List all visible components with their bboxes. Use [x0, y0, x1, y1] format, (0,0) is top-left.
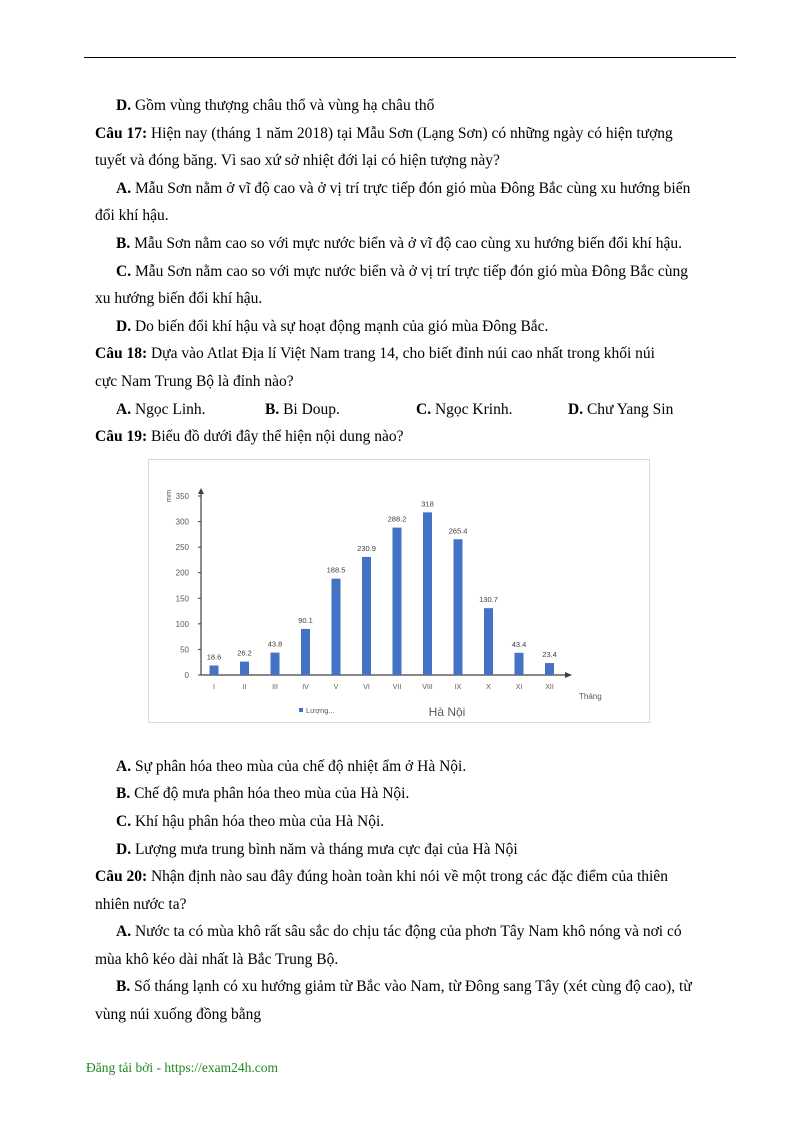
q16-option-d: D. Gồm vùng thượng châu thổ và vùng hạ châu thổ — [116, 97, 435, 114]
x-tick-label: XII — [545, 684, 554, 691]
x-tick-label: III — [272, 684, 278, 691]
chart-bar — [210, 665, 219, 675]
q20-option-a-cont: mùa khô kéo dài nhất là Bắc Trung Bộ. — [95, 950, 339, 968]
y-tick-label: 150 — [175, 594, 189, 604]
x-tick-label: VIII — [422, 684, 433, 691]
q17-option-a-cont: đổi khí hậu. — [95, 207, 169, 225]
legend-label: Lượng... — [306, 706, 335, 715]
chart-bar — [240, 662, 249, 675]
y-axis-arrow — [198, 488, 204, 494]
x-tick-label: VII — [392, 684, 402, 691]
chart-bar — [362, 557, 371, 675]
question-label: Câu 17: — [95, 124, 148, 142]
y-axis-unit: mm — [164, 489, 173, 503]
q19-option-b: B. Chế độ mưa phân hóa theo mùa của Hà Nội. — [116, 785, 410, 803]
q19-option-d: D. Lượng mưa trung bình năm và tháng mưa cực đại của Hà Nội — [116, 840, 518, 858]
chart-bar — [545, 663, 554, 675]
question-label: Câu 20: — [95, 868, 148, 886]
y-tick-label: 0 — [184, 671, 189, 680]
q20-option-a: A. Nước ta có mùa khô rất sâu sắc do chịu tác động của phơn Tây Nam khô nóng và nơi có — [116, 923, 682, 941]
q17-option-a: A. Mẫu Sơn nằm ở vĩ độ cao và ở vị trí trực tiếp đón gió mùa Đông Bắc cùng xu hướng biến — [116, 179, 691, 197]
y-tick-label: 200 — [175, 568, 189, 578]
data-label: 26.2 — [237, 648, 252, 658]
data-label: 43.4 — [511, 639, 527, 649]
data-label: 130.7 — [479, 595, 498, 605]
chart-title: Hà Nội — [428, 705, 466, 719]
q20-option-b: B. Số tháng lạnh có xu hướng giảm từ Bắc vào Nam, từ Đông sang Tây (xét cùng độ cao), từ — [116, 978, 692, 996]
header-rule — [84, 57, 736, 58]
question-label: Câu 18: — [95, 345, 148, 363]
q20-option-b-cont: vùng núi xuống đồng bằng — [95, 1006, 262, 1024]
x-tick-label: V — [333, 684, 339, 691]
chart-bar — [332, 579, 341, 675]
x-tick-label: IV — [302, 684, 309, 691]
data-label: 23.4 — [542, 650, 557, 660]
data-label: 18.6 — [206, 652, 222, 662]
y-tick-label: 250 — [175, 543, 189, 553]
data-label: 43.8 — [267, 639, 283, 649]
x-tick-label: X — [486, 684, 491, 691]
x-tick-label: II — [242, 684, 247, 691]
chart-bar — [515, 653, 524, 675]
footer-credit: Đăng tải bởi - https://exam24h.com — [86, 1060, 278, 1075]
chart-svg — [149, 460, 649, 722]
q17-stem-cont: tuyết và đóng băng. Vì sao xứ sở nhiệt đới lại có hiện tượng này? — [95, 152, 500, 170]
q18-option-b: B. Bi Doup. — [265, 400, 340, 418]
y-tick-label: 50 — [180, 645, 189, 655]
data-label: 230.9 — [357, 543, 376, 553]
x-tick-label: I — [213, 684, 215, 691]
chart-bar — [271, 653, 280, 675]
y-tick-label: 100 — [175, 619, 189, 629]
chart-bar — [423, 512, 432, 675]
q17-option-b: B. Mẫu Sơn nằm cao so với mực nước biển và ở vĩ độ cao cùng xu hướng biến đổi khí hậu. — [116, 234, 682, 252]
y-tick-label: 350 — [175, 492, 189, 501]
data-label: 188.5 — [326, 565, 346, 575]
q17-option-c-cont: xu hướng biến đổi khí hậu. — [95, 290, 263, 308]
data-label: 90.1 — [298, 615, 313, 625]
question-label: Câu 19: — [95, 428, 148, 446]
q17-option-c: C. Mẫu Sơn nằm cao so với mực nước biển và ở vị trí trực tiếp đón gió mùa Đông Bắc cùng — [116, 262, 688, 280]
x-axis-arrow — [565, 672, 572, 678]
q18-stem-cont: cực Nam Trung Bộ là đỉnh nào? — [95, 372, 294, 390]
q18-option-a: A. Ngọc Linh. — [116, 400, 206, 418]
data-label: 265.4 — [448, 526, 468, 536]
data-label: 318 — [421, 499, 434, 509]
q18-option-d: D. Chư Yang Sin — [568, 400, 674, 418]
q18-stem: Câu 18: Dựa vào Atlat Địa lí Việt Nam trang 14, cho biết đỉnh núi cao nhất trong khối núi — [95, 345, 655, 363]
q20-stem: Câu 20: Nhận định nào sau đây đúng hoàn toàn khi nói về một trong các đặc điểm của thiên — [95, 868, 668, 886]
data-label: 288.2 — [387, 514, 407, 524]
legend-swatch — [299, 708, 303, 712]
chart-bar — [301, 629, 310, 675]
q17-option-d: D. Do biến đổi khí hậu và sự hoạt động mạnh của gió mùa Đông Bắc. — [116, 317, 549, 335]
chart-bar — [484, 608, 493, 675]
q17-stem: Câu 17: Hiện nay (tháng 1 năm 2018) tại Mẫu Sơn (Lạng Sơn) có những ngày có hiện tượng — [95, 124, 673, 142]
q19-option-c: C. Khí hậu phân hóa theo mùa của Hà Nội. — [116, 812, 385, 830]
q19-option-a: A. Sự phân hóa theo mùa của chế độ nhiệt ẩm ở Hà Nội. — [116, 757, 467, 775]
chart-bar — [393, 528, 402, 675]
x-tick-label: IX — [454, 684, 462, 691]
x-axis-title: Tháng — [579, 692, 602, 701]
q20-stem-cont: nhiên nước ta? — [95, 895, 187, 913]
q18-options — [95, 396, 735, 424]
x-tick-label: VI — [363, 684, 370, 691]
y-tick-label: 300 — [175, 517, 189, 527]
rainfall-chart — [148, 459, 650, 723]
x-tick-label: XI — [515, 684, 523, 691]
q19-stem: Câu 19: Biểu đồ dưới đây thể hiện nội dung nào? — [95, 428, 404, 446]
chart-bar — [454, 539, 463, 675]
q18-option-c: C. Ngọc Krinh. — [416, 400, 513, 418]
